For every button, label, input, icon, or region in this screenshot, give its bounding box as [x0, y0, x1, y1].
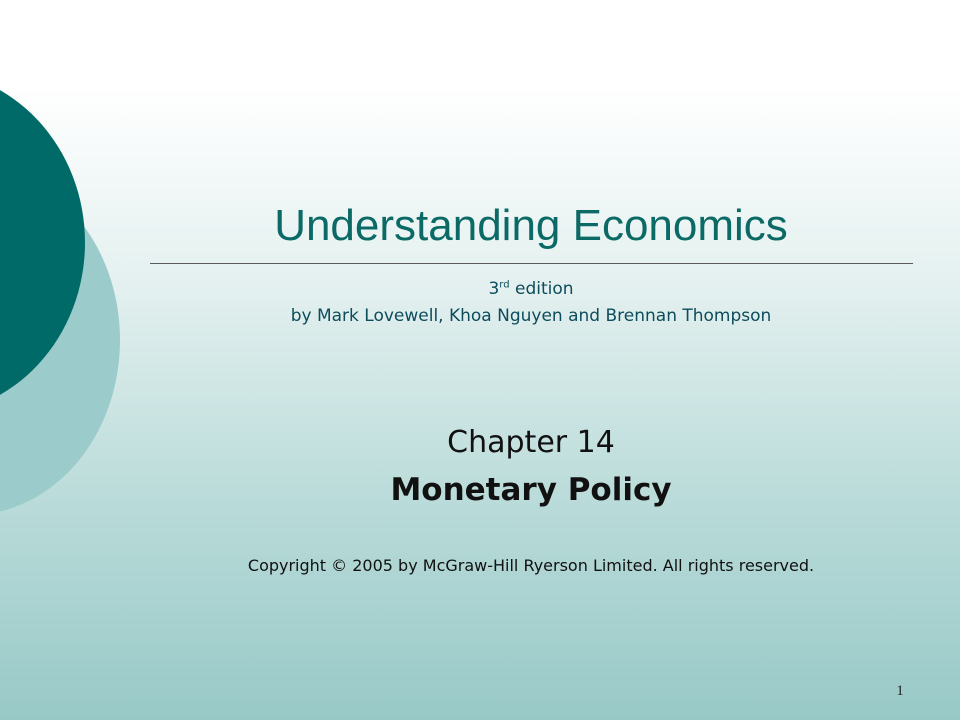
edition-word: edition: [509, 279, 574, 299]
copyright-notice: Copyright © 2005 by McGraw-Hill Ryerson Limited. All rights reserved.: [247, 556, 815, 575]
slide-title: Understanding Economics: [274, 201, 788, 250]
chapter-subject: Monetary Policy: [390, 472, 672, 508]
title-divider: [150, 263, 913, 264]
chapter-heading: Chapter 14: [447, 425, 615, 460]
slide-number: 1: [896, 683, 904, 699]
edition-number: 3: [488, 279, 500, 299]
authors-line: by Mark Lovewell, Khoa Nguyen and Brennan Thompson: [290, 306, 772, 326]
edition-suffix: rd: [499, 279, 510, 291]
edition-line: [150, 277, 912, 301]
